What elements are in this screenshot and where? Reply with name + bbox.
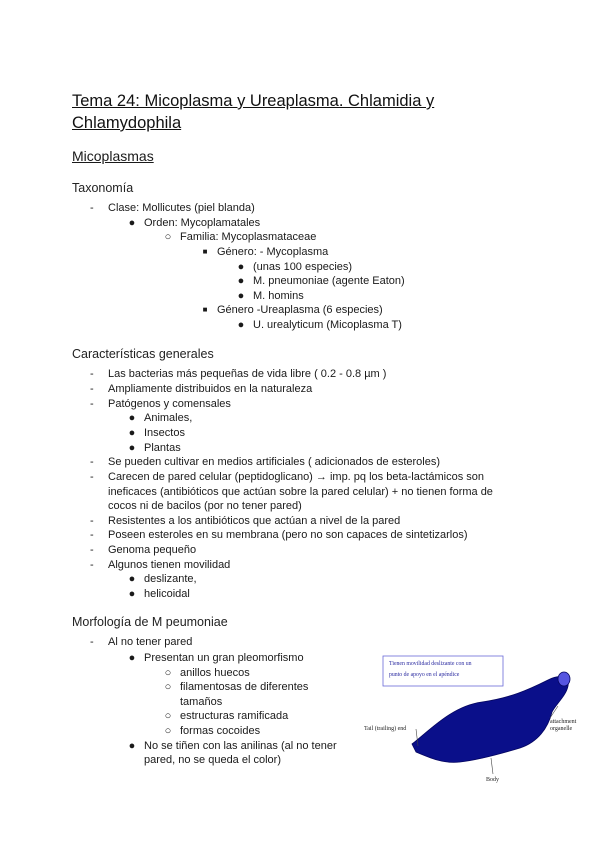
section-heading: Micoplasmas (72, 148, 154, 164)
list-item: Plantas (144, 442, 181, 454)
list-item: deslizante, (144, 573, 197, 585)
dot-bullet: ● (237, 261, 245, 273)
taxonomy-heading: Taxonomía (72, 181, 134, 195)
morph-line: Presentan un gran pleomorfismo (144, 652, 304, 664)
dash-bullet: - (90, 368, 94, 380)
char-line: Las bacterias más pequeñas de vida libre ( 0.2 - 0.8 µm ) (108, 368, 387, 380)
attachment-organelle-tip (558, 672, 570, 686)
dot-bullet: ● (128, 217, 136, 229)
char-line: cocos ni de bacilos (por no tener pared) (108, 500, 302, 512)
morph-line: Al no tener pared (108, 636, 193, 648)
circle-bullet: ○ (164, 725, 172, 737)
square-bullet: ■ (202, 247, 208, 256)
characteristics-heading: Características generales (72, 347, 214, 361)
body-label: Body (486, 777, 500, 783)
list-item: filamentosas de diferentes (180, 681, 309, 693)
morph-line: No se tiñen con las anilinas (al no tener (144, 740, 337, 752)
list-item: Animales, (144, 412, 193, 424)
char-line: Resistentes a los antibióticos que actúan a nivel de la pared (108, 515, 401, 527)
circle-bullet: ○ (164, 667, 172, 679)
dot-bullet: ● (128, 588, 136, 600)
dot-bullet: ● (128, 740, 136, 752)
char-line: Ampliamente distribuidos en la naturaleza (108, 383, 313, 395)
dash-bullet: - (90, 529, 94, 541)
list-item: formas cocoides (180, 725, 261, 737)
dot-bullet: ● (237, 319, 245, 331)
taxonomy-clase: Clase: Mollicutes (piel blanda) (108, 202, 255, 214)
attachment-label-line1: attachment (550, 719, 577, 725)
list-item: (unas 100 especies) (253, 261, 353, 273)
char-line: Algunos tienen movilidad (108, 559, 231, 571)
dot-bullet: ● (128, 442, 136, 454)
list-item: anillos huecos (180, 667, 250, 679)
char-line: Patógenos y comensales (108, 398, 231, 410)
tail-label: Tail (trailing) end (364, 726, 407, 732)
dash-bullet: - (90, 202, 94, 214)
char-line: Genoma pequeño (108, 544, 197, 556)
list-item: estructuras ramificada (180, 710, 289, 722)
morphology-heading: Morfología de M peumoniae (72, 615, 228, 629)
char-line: Carecen de pared celular (peptidoglicano) → imp. pq los beta-lactámicos son (108, 471, 485, 483)
dash-bullet: - (90, 471, 94, 483)
taxonomy-genero1: Género: - Mycoplasma (217, 246, 329, 258)
taxonomy-orden: Orden: Mycoplamatales (144, 217, 261, 229)
morph-line: pared, no se queda el color) (144, 754, 281, 766)
dot-bullet: ● (128, 652, 136, 664)
list-item: Insectos (144, 427, 185, 439)
circle-bullet: ○ (164, 231, 172, 243)
list-item: tamaños (180, 696, 223, 708)
dash-bullet: - (90, 559, 94, 571)
figure-caption-line1: Tienen movilidad deslizante con un (389, 661, 472, 667)
dot-bullet: ● (237, 290, 245, 302)
dot-bullet: ● (128, 573, 136, 585)
dot-bullet: ● (237, 275, 245, 287)
char-line: Poseen esteroles en su membrana (pero no son capaces de sintetizarlos) (108, 529, 468, 541)
list-item: M. pneumoniae (agente Eaton) (253, 275, 405, 287)
char-line: Se pueden cultivar en medios artificiales ( adicionados de esteroles) (108, 456, 441, 468)
dot-bullet: ● (128, 412, 136, 424)
figure-caption-line2: punto de apoyo en el apéndice (389, 672, 460, 678)
list-item: helicoidal (144, 588, 190, 600)
list-item: M. homins (253, 290, 304, 302)
char-line: ineficaces (antibióticos que actúan sobre la pared celular) + no tienen forma de (108, 486, 493, 498)
list-item: U. urealyticum (Micoplasma T) (253, 319, 402, 331)
dash-bullet: - (90, 515, 94, 527)
dash-bullet: - (90, 398, 94, 410)
taxonomy-familia: Familia: Mycoplasmataceae (180, 231, 317, 243)
circle-bullet: ○ (164, 681, 172, 693)
body-pointer-line (491, 758, 493, 774)
cell-body-shape (412, 677, 568, 763)
mycoplasma-figure (360, 650, 585, 790)
attachment-label-line2: organelle (550, 726, 573, 732)
dash-bullet: - (90, 636, 94, 648)
taxonomy-genero2: Género -Ureaplasma (6 especies) (217, 304, 383, 316)
dash-bullet: - (90, 456, 94, 468)
dot-bullet: ● (128, 427, 136, 439)
dash-bullet: - (90, 544, 94, 556)
page-title: Tema 24: Micoplasma y Ureaplasma. Chlamidia y Chlamydophila (72, 92, 435, 132)
dash-bullet: - (90, 383, 94, 395)
circle-bullet: ○ (164, 710, 172, 722)
square-bullet: ■ (202, 305, 208, 314)
